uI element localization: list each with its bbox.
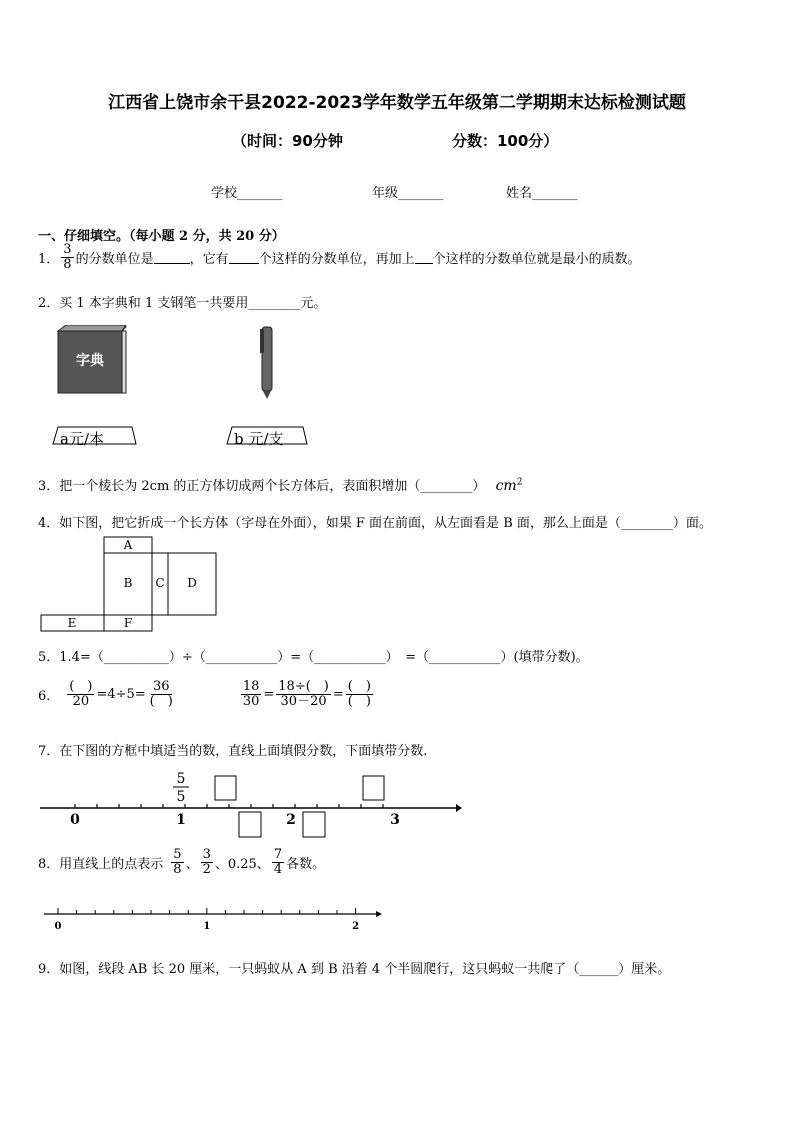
q7-box-above-2[interactable] [363, 776, 384, 800]
q7-label-3: 3 [390, 812, 400, 828]
q7-frac-numerator: 5 [176, 771, 186, 787]
book-price: a元/本 [60, 430, 104, 448]
question-9: 9．如图，线段 AB 长 20 厘米，一只蚂蚁从 A 到 B 沿着 4 个半圆爬行，这只蚂蚁一共爬了（______）厘米。 [38, 962, 671, 977]
q6-g1-denominator: 30 [242, 693, 260, 709]
q8-c-denominator: 4 [273, 861, 283, 877]
face-c-label: C [155, 576, 165, 590]
q8-b-denominator: 2 [202, 861, 211, 877]
page-title: 江西省上饶市余干县2022-2023学年数学五年级第二学期期末达标检测试题 [108, 93, 686, 113]
q7-box-below-2[interactable] [303, 812, 325, 837]
q6-mid: =4÷5= [96, 686, 146, 702]
question-1 [38, 243, 641, 271]
q6-f1-denominator: 20 [72, 693, 90, 709]
q6-f2-numerator: 36 [152, 679, 170, 694]
cuboid-net-diagram [40, 536, 220, 632]
q8-mid: 、0.25、 [214, 856, 270, 872]
q1-blank-2[interactable] [229, 251, 259, 264]
q7-label-2: 2 [286, 812, 296, 828]
number-line-q8 [40, 902, 385, 934]
q1-number: 1． [38, 251, 60, 267]
q1-frac-denominator: 8 [63, 256, 72, 272]
q8-fraction-b [201, 848, 213, 876]
q1-text-d: 个这样的分数单位就是最小的质数。 [432, 251, 641, 267]
face-d-label: D [187, 576, 197, 590]
q6-eq-2: = [332, 686, 344, 702]
question-7: 7．在下图的方框中填适当的数，直线上面填假分数，下面填带分数. [38, 744, 428, 759]
question-3 [38, 475, 522, 494]
q1-text-a: 的分数单位是 [75, 251, 154, 267]
q6-fraction-5 [346, 680, 373, 708]
q8-sep: 、 [185, 856, 199, 872]
q1-blank-3[interactable] [415, 251, 433, 264]
q7-box-below-1[interactable] [239, 812, 261, 837]
q3-unit: cm [495, 478, 517, 494]
q6-fraction-1 [67, 680, 94, 708]
question-6 [38, 680, 375, 708]
question-8 [38, 848, 325, 876]
dictionary-label: 字典 [76, 353, 104, 369]
q8-label-0: 0 [54, 921, 62, 932]
q8-ticks [58, 908, 356, 914]
q6-g3-numerator: ( ) [347, 679, 371, 694]
q3-text: 3．把一个棱长为 2cm 的正方体切成两个长方体后，表面积增加（________） [38, 479, 486, 494]
exam-time: （时间：90分钟 [232, 132, 343, 150]
q7-label-0: 0 [70, 812, 80, 828]
q6-fraction-2 [148, 680, 175, 708]
q6-number: 6． [38, 688, 60, 704]
pen-price-tag [226, 428, 284, 449]
q7-frac-denominator: 5 [176, 789, 186, 805]
section-heading: 一、仔细填空。（每小题 2 分，共 20 分） [38, 229, 285, 244]
pen-price: b 元/支 [234, 430, 284, 448]
q3-unit-sup: 2 [516, 477, 523, 488]
q6-g1-numerator: 18 [242, 679, 260, 694]
q8-fraction-c [272, 848, 284, 876]
q8-a-numerator: 5 [173, 847, 182, 862]
q1-frac-numerator: 3 [63, 242, 72, 257]
q8-a-denominator: 8 [173, 861, 182, 877]
q8-label-2: 2 [352, 921, 360, 932]
q6-f1-numerator: ( ) [69, 679, 93, 694]
q6-eq-1: = [263, 686, 275, 702]
q8-b-numerator: 3 [202, 847, 211, 862]
q6-fraction-3 [241, 680, 262, 708]
q1-fraction [61, 243, 73, 271]
question-2: 2．买 1 本字典和 1 支钢笔一共要用________元。 [38, 296, 327, 311]
q6-fraction-4 [276, 680, 331, 708]
q7-box-above-1[interactable] [215, 776, 236, 800]
q6-g3-denominator: ( ) [347, 693, 371, 709]
q1-text-c: 个这样的分数单位，再加上 [258, 251, 415, 267]
exam-score: 分数：100分） [452, 132, 559, 150]
q8-text: 8．用直线上的点表示 [38, 856, 164, 872]
name-field: 姓名_______ [506, 186, 578, 201]
q1-text-b: ，它有 [189, 251, 229, 267]
q6-f2-denominator: ( ) [149, 693, 173, 709]
q6-g2-denominator: 30－20 [280, 693, 327, 709]
face-a-label: A [123, 538, 133, 552]
question-4: 4．如下图，把它折成一个长方体（字母在外面），如果 F 面在前面，从左面看是 B 面，那么上面是（________）面。 [38, 516, 712, 531]
face-e-label: E [67, 616, 77, 630]
q8-tail: 各数。 [286, 856, 326, 872]
dictionary-image [50, 325, 140, 395]
pen-image [255, 325, 280, 400]
q8-fraction-a [171, 848, 183, 876]
q7-label-1: 1 [176, 812, 186, 828]
face-f-label: F [123, 616, 133, 630]
book-price-tag [52, 428, 104, 449]
question-5: 5．1.4=（__________）÷（___________）=（___________） =（___________）(填带分数)。 [38, 650, 589, 665]
q8-label-1: 1 [203, 921, 211, 932]
q1-blank-1[interactable] [154, 251, 190, 264]
number-line-q7 [38, 766, 463, 842]
q8-c-numerator: 7 [273, 847, 283, 862]
face-b-label: B [123, 576, 133, 590]
grade-field: 年级_______ [372, 186, 444, 201]
school-field: 学校_______ [211, 186, 283, 201]
q6-g2-numerator: 18÷( ) [278, 679, 329, 694]
